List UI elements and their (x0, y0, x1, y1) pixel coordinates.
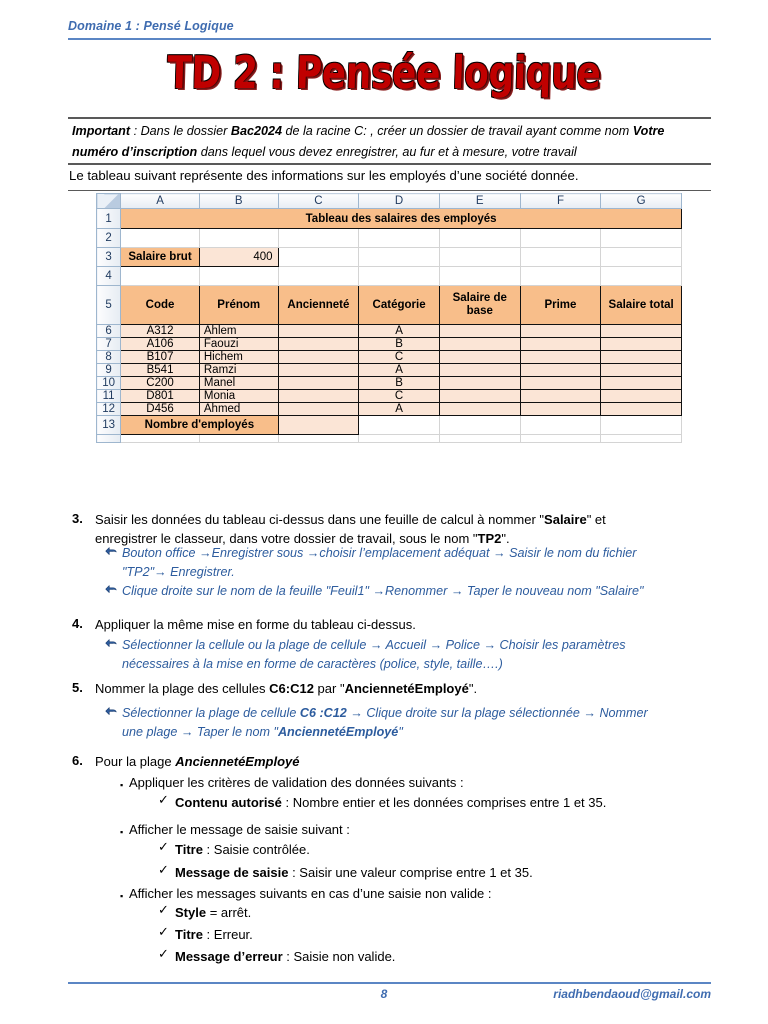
cell-b6-prenom[interactable]: Ahlem (199, 325, 278, 338)
q6-b2-c1-rest: : Saisie contrôlée. (202, 842, 310, 857)
cell-e2[interactable] (439, 229, 520, 248)
cell-g12-salaire-total[interactable] (601, 403, 682, 416)
cell-f14[interactable] (520, 435, 601, 443)
cell-c2[interactable] (278, 229, 359, 248)
lead-paragraph: Le tableau suivant représente des informations sur les employés d’une société donnée. (69, 168, 579, 183)
cell-c5-header-anciennete[interactable]: Ancienneté (278, 286, 359, 325)
q3-hint1-line2: "TP2"→ Enregistrer. (122, 564, 235, 579)
cell-b5-header-prenom[interactable]: Prénom (199, 286, 278, 325)
question-3-number: 3. (72, 511, 83, 526)
question-4-hint (122, 636, 712, 673)
document-header-domain: Domaine 1 : Pensé Logique (68, 19, 234, 33)
question-3-hint-1 (122, 544, 712, 581)
cell-c14[interactable] (278, 435, 359, 443)
q5-hint-l2c: " (398, 724, 403, 739)
q6-bullet-1-text: Appliquer les critères de validation des données suivants : (129, 775, 464, 790)
cell-a14[interactable] (121, 435, 200, 443)
cell-c13-nombre-employes-value[interactable] (278, 416, 359, 435)
page-title-text: TD 2 : Pensée logique (166, 46, 602, 99)
q6-bullet-3-check-3 (175, 948, 720, 967)
square-bullet-icon: ▪ (120, 891, 124, 901)
cell-b2[interactable] (199, 229, 278, 248)
q5-text-b: par " (313, 681, 345, 696)
cell-e10-salaire-base[interactable] (439, 377, 520, 390)
cell-b12-prenom[interactable]: Ahmed (199, 403, 278, 416)
cell-g3[interactable] (601, 248, 682, 267)
q4-hint-line2: nécessaires à la mise en forme de caractères (police, style, taille….) (122, 656, 503, 671)
q6-bullet-1-check-1 (175, 794, 720, 813)
header-divider (68, 38, 711, 40)
important-line1-pre: : Dans le dossier (130, 124, 231, 138)
table-row (97, 377, 682, 390)
column-header-row (97, 194, 682, 209)
q6-b3-c1-bold: Style (175, 905, 207, 920)
sheet-row-3 (97, 248, 682, 267)
cell-f6-prime[interactable] (520, 325, 601, 338)
row-header-14[interactable] (97, 435, 121, 443)
page-title (0, 44, 768, 106)
cell-d7-categorie[interactable]: B (359, 338, 440, 351)
cell-g4[interactable] (601, 267, 682, 286)
cell-d9-categorie[interactable]: A (359, 364, 440, 377)
table-row (97, 325, 682, 338)
hand-pointer-icon (104, 545, 118, 563)
q6-b3-c2-rest: : Erreur. (202, 927, 253, 942)
cell-d6-categorie[interactable]: A (359, 325, 440, 338)
table-row (97, 351, 682, 364)
hand-pointer-icon-svg (104, 637, 118, 651)
q3-bold-tp2: TP2 (477, 530, 502, 546)
cell-e12-salaire-base[interactable] (439, 403, 520, 416)
cell-g8-salaire-total[interactable] (601, 351, 682, 364)
footer-divider (68, 982, 711, 984)
cell-c7-anciennete[interactable] (278, 338, 359, 351)
question-4-text: Appliquer la même mise en forme du tableau ci-dessus. (95, 617, 416, 632)
cell-g5-header-salaire-total[interactable]: Salaire total (601, 286, 682, 325)
sheet-row-4 (97, 267, 682, 286)
cell-e4[interactable] (439, 267, 520, 286)
cell-f2[interactable] (520, 229, 601, 248)
cell-a12-code[interactable]: D456 (121, 403, 200, 416)
cell-b3-salaire-brut-value[interactable]: 400 (199, 248, 278, 267)
row-header-4[interactable]: 4 (97, 267, 121, 286)
cell-d14[interactable] (359, 435, 440, 443)
important-box-top-rule (68, 117, 711, 119)
cell-f13[interactable] (520, 416, 601, 435)
row-header-2[interactable]: 2 (97, 229, 121, 248)
cell-c8-anciennete[interactable] (278, 351, 359, 364)
cell-c11-anciennete[interactable] (278, 390, 359, 403)
q6-b3-c3-bold: Message d’erreur (175, 949, 283, 964)
question-5-number: 5. (72, 680, 83, 695)
important-line1-end: dans lequel vous devez enregistrer, au fur et à mesure, votre travail (197, 145, 577, 159)
q5-hint-l1c: → Clique droite sur la plage sélectionnée → Nommer (346, 706, 648, 720)
cell-e14[interactable] (439, 435, 520, 443)
cell-f8-prime[interactable] (520, 351, 601, 364)
sheet-row-2 (97, 229, 682, 248)
important-label: Important (72, 124, 131, 138)
cell-g6-salaire-total[interactable] (601, 325, 682, 338)
hand-pointer-icon (104, 637, 118, 655)
q5-hint-l1a: Sélectionner la plage de cellule (122, 706, 300, 720)
table-row (97, 390, 682, 403)
q6-bullet-2-text: Afficher le message de saisie suivant : (129, 822, 350, 837)
cell-f5-header-prime[interactable]: Prime (520, 286, 601, 325)
q6-text-a: Pour la plage (95, 754, 176, 769)
check-icon: ✓ (158, 947, 169, 962)
cell-e8-salaire-base[interactable] (439, 351, 520, 364)
question-5-text (95, 680, 715, 699)
q6-b3-c2-bold: Titre (175, 927, 203, 942)
important-note (72, 121, 712, 163)
table-row (97, 403, 682, 416)
cell-a1-merged-title[interactable]: Tableau des salaires des employés (121, 209, 682, 229)
q6-b1-c1-rest: : Nombre entier et les données comprises entre 1 et 35. (281, 795, 607, 810)
q3-text-b: " et (586, 512, 606, 527)
cell-a10-code[interactable]: C200 (121, 377, 200, 390)
question-6-number: 6. (72, 753, 83, 768)
spreadsheet-screenshot (96, 193, 682, 485)
check-icon: ✓ (158, 840, 169, 855)
q4-hint-line1: Sélectionner la cellule ou la plage de cellule → Accueil → Police → Choisir les paramètres (122, 638, 626, 652)
important-line1-mid: de la racine C: , créer un dossier de travail ayant comme nom (282, 124, 633, 138)
table-row (97, 364, 682, 377)
cell-d10-categorie[interactable]: B (359, 377, 440, 390)
column-header-b[interactable]: B (199, 194, 278, 209)
cell-f12-prime[interactable] (520, 403, 601, 416)
row-header-1[interactable]: 1 (97, 209, 121, 229)
column-header-d[interactable]: D (359, 194, 440, 209)
q6-bullet-2-check-1 (175, 841, 720, 860)
important-box-mid-rule (68, 163, 711, 165)
q6-bullet-3-check-2 (175, 926, 720, 945)
cell-c3[interactable] (278, 248, 359, 267)
cell-b8-prenom[interactable]: Hichem (199, 351, 278, 364)
q3-text-d: ". (501, 530, 510, 546)
cell-g2[interactable] (601, 229, 682, 248)
cell-b4[interactable] (199, 267, 278, 286)
cell-a13-nombre-employes-label[interactable]: Nombre d'employés (121, 416, 278, 435)
row-header-11[interactable]: 11 (97, 390, 121, 403)
cell-a4[interactable] (121, 267, 200, 286)
row-header-12[interactable]: 12 (97, 403, 121, 416)
row-header-13[interactable]: 13 (97, 416, 121, 435)
sheet-row-1 (97, 209, 682, 229)
cell-e7-salaire-base[interactable] (439, 338, 520, 351)
cell-a5-header-code[interactable]: Code (121, 286, 200, 325)
sheet-row-14-partial (97, 435, 682, 443)
check-icon: ✓ (158, 903, 169, 918)
cell-d12-categorie[interactable]: A (359, 403, 440, 416)
cell-e6-salaire-base[interactable] (439, 325, 520, 338)
cell-g9-salaire-total[interactable] (601, 364, 682, 377)
row-header-5[interactable]: 5 (97, 286, 121, 325)
cell-d3[interactable] (359, 248, 440, 267)
hand-pointer-icon (104, 705, 118, 723)
cell-d13[interactable] (359, 416, 440, 435)
row-header-7[interactable]: 7 (97, 338, 121, 351)
cell-a3-salaire-brut-label[interactable]: Salaire brut (121, 248, 200, 267)
cell-d2[interactable] (359, 229, 440, 248)
cell-a2[interactable] (121, 229, 200, 248)
row-header-10[interactable]: 10 (97, 377, 121, 390)
important-box-bottom-rule (68, 190, 711, 191)
q5-bold-name: AnciennetéEmployé (344, 681, 469, 696)
check-icon: ✓ (158, 925, 169, 940)
cell-b11-prenom[interactable]: Monia (199, 390, 278, 403)
cell-c9-anciennete[interactable] (278, 364, 359, 377)
footer-page-number: 8 (380, 987, 388, 1001)
important-bold-bac2024: Bac2024 (230, 124, 282, 138)
cell-e9-salaire-base[interactable] (439, 364, 520, 377)
q6-bullet-3-text: Afficher les messages suivants en cas d’une saisie non valide : (129, 886, 492, 901)
square-bullet-icon: ▪ (120, 780, 124, 790)
cell-d11-categorie[interactable]: C (359, 390, 440, 403)
cell-b9-prenom[interactable]: Ramzi (199, 364, 278, 377)
hand-pointer-icon-svg (104, 545, 118, 559)
cell-f9-prime[interactable] (520, 364, 601, 377)
hand-pointer-icon-svg (104, 705, 118, 719)
q6-bullet-2-check-2 (175, 864, 720, 883)
cell-e11-salaire-base[interactable] (439, 390, 520, 403)
cell-f3[interactable] (520, 248, 601, 267)
cell-g10-salaire-total[interactable] (601, 377, 682, 390)
row-header-3[interactable]: 3 (97, 248, 121, 267)
q3-text-a: Saisir les données du tableau ci-dessus dans une feuille de calcul à nommer " (95, 512, 545, 527)
cell-g7-salaire-total[interactable] (601, 338, 682, 351)
q6-b1-c1-bold: Contenu autorisé (175, 795, 282, 810)
q6-bold-name: AnciennetéEmployé (175, 754, 300, 769)
cell-e5-header-salaire-de-base[interactable]: Salaire de base (439, 286, 520, 325)
cell-d4[interactable] (359, 267, 440, 286)
cell-a8-code[interactable]: B107 (121, 351, 200, 364)
cell-f7-prime[interactable] (520, 338, 601, 351)
cell-a11-code[interactable]: D801 (121, 390, 200, 403)
check-icon: ✓ (158, 863, 169, 878)
question-5-hint (122, 704, 717, 741)
cell-f10-prime[interactable] (520, 377, 601, 390)
q5-hint-l1b-range: C6 :C12 (299, 706, 347, 720)
q6-b3-c3-rest: : Saisie non valide. (282, 949, 396, 964)
cell-a9-code[interactable]: B541 (121, 364, 200, 377)
cell-c12-anciennete[interactable] (278, 403, 359, 416)
q5-bold-range: C6:C12 (269, 681, 314, 696)
spreadsheet-grid (96, 193, 682, 443)
q3-text-c: enregistrer le classeur, dans votre dossier de travail, sous le nom " (95, 530, 478, 546)
q3-hint1-line1: Bouton office →Enregistrer sous →choisir l’emplacement adéquat → Saisir le nom du fichier (122, 546, 637, 560)
row-header-6[interactable]: 6 (97, 325, 121, 338)
hand-pointer-icon (104, 583, 118, 601)
q6-bullet-3-check-1 (175, 904, 720, 923)
question-4-number: 4. (72, 616, 83, 631)
cell-b7-prenom[interactable]: Faouzi (199, 338, 278, 351)
cell-a7-code[interactable]: A106 (121, 338, 200, 351)
q5-text-c: ". (468, 681, 478, 696)
cell-a6-code[interactable]: A312 (121, 325, 200, 338)
cell-c4[interactable] (278, 267, 359, 286)
question-6-text (95, 753, 715, 772)
q6-b3-c1-rest: = arrêt. (206, 905, 252, 920)
column-header-a[interactable]: A (121, 194, 200, 209)
cell-d5-header-categorie[interactable]: Catégorie (359, 286, 440, 325)
cell-g11-salaire-total[interactable] (601, 390, 682, 403)
cell-e3[interactable] (439, 248, 520, 267)
cell-f4[interactable] (520, 267, 601, 286)
q5-hint-l2a: une plage → Taper le nom " (122, 724, 278, 739)
cell-b14[interactable] (199, 435, 278, 443)
sheet-row-5-table-header (97, 286, 682, 325)
q3-bold-salaire: Salaire (544, 512, 587, 527)
table-row (97, 338, 682, 351)
q5-text-a: Nommer la plage des cellules (95, 681, 270, 696)
column-header-g[interactable]: G (601, 194, 682, 209)
cell-f11-prime[interactable] (520, 390, 601, 403)
q6-b2-c1-bold: Titre (175, 842, 203, 857)
column-header-c[interactable]: C (278, 194, 359, 209)
check-icon: ✓ (158, 793, 169, 808)
cell-e13[interactable] (439, 416, 520, 435)
cell-c6-anciennete[interactable] (278, 325, 359, 338)
question-3-text (95, 511, 715, 548)
square-bullet-icon: ▪ (120, 827, 124, 837)
q6-b2-c2-bold: Message de saisie (175, 865, 289, 880)
row-header-9[interactable]: 9 (97, 364, 121, 377)
hand-pointer-icon-svg (104, 583, 118, 597)
cell-c10-anciennete[interactable] (278, 377, 359, 390)
sheet-row-13 (97, 416, 682, 435)
footer-email: riadhbendaoud@gmail.com (553, 987, 711, 1001)
row-header-8[interactable]: 8 (97, 351, 121, 364)
select-all-corner[interactable] (97, 194, 121, 209)
column-header-e[interactable]: E (439, 194, 520, 209)
cell-d8-categorie[interactable]: C (359, 351, 440, 364)
q6-b2-c2-rest: : Saisir une valeur comprise entre 1 et 35. (288, 865, 533, 880)
column-header-f[interactable]: F (520, 194, 601, 209)
q5-hint-l2b-name: AnciennetéEmployé (277, 724, 399, 739)
cell-b10-prenom[interactable]: Manel (199, 377, 278, 390)
important-bold-numero: Votre numéro d’inscription (72, 124, 665, 159)
cell-g13[interactable] (601, 416, 682, 435)
cell-g14[interactable] (601, 435, 682, 443)
question-3-hint-2: Clique droite sur le nom de la feuille "Feuil1" →Renommer → Taper le nouveau nom "Salaire" (122, 584, 644, 598)
